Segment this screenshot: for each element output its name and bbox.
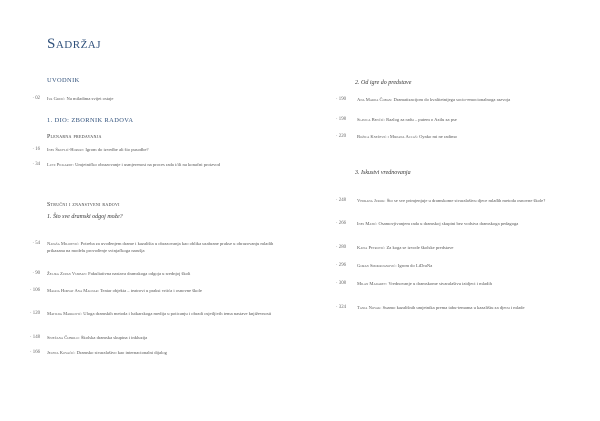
entry-author: Milan Madarev: (357, 281, 388, 286)
entry-author: Tanja Novak: (357, 305, 382, 310)
entry-page: · 248 (336, 198, 346, 203)
entry-page: · 220 (336, 134, 346, 139)
plenary-heading: Plenarna predavanja (47, 134, 102, 140)
entry-page: · 02 (32, 96, 40, 101)
entry-author: Božica Knežević i Mirjana Accaš: (357, 134, 418, 139)
entry-title: Fakultativna nastava dramskoga odgoja u srednjoj školi (88, 271, 191, 276)
entry-page: · 166 (30, 350, 40, 355)
entry-title: Igrom do izvedbe ali što pusodbe? (85, 147, 149, 152)
entry-page: · 148 (30, 335, 40, 340)
entry-title: Igrom do LiDraNa (397, 263, 433, 268)
entry-author: Slavica Benčić: (357, 117, 385, 122)
entry-author: Nataša Milojević: (47, 241, 80, 246)
entry-page: · 308 (336, 281, 346, 286)
entry-title: Na miladima svijet ostaje (66, 96, 114, 101)
entry-title: Oyako mi ne radimo (419, 134, 457, 139)
entry-title: Teatar objekta – teatrovi u praksi vrtića i osnovne škole (100, 288, 202, 293)
entry-author: Matilda Marković: (47, 311, 83, 316)
entry-title: Razlog za radu – putem o Azilu za pse (386, 117, 457, 122)
entry-title: Umjetničko obrazovanje i usmjerenost na proces rada i/ili na konačni proizvod (75, 162, 221, 167)
entry-page: · 190 (336, 97, 346, 102)
entry-title: Osamovjivanjem rada u dramskoj skupini bez vodstva dramskoga pedagoga (378, 221, 519, 226)
expert-subheading: 1. Što sve dramski odgoj može? (47, 214, 123, 220)
entry-author: Magda Horvat Ana Malnar: (47, 288, 99, 293)
entry-title: Dramatizacijom do kvalitetnijega socio-emocionalnoga razvoja (393, 97, 511, 102)
entry-page: · 90 (32, 271, 40, 276)
entry-author: Ines Matić: (357, 221, 378, 226)
entry-title: Što se sve primjenjuje u dramskome stvaralaštvu djece mlađih metoda osnovne škole? (386, 198, 546, 203)
entry-author: Iva Gruić: (47, 96, 66, 101)
entry-author: Snježana Čubrilo: (47, 335, 80, 340)
entry-author: Jelena Kovačić: (47, 350, 76, 355)
entry-author: Vedrana Jurok: (357, 198, 386, 203)
entry-author: Željka Zupan Vurban: (47, 271, 87, 276)
entry-title: Potreba za uvođenjem drame i kazališta u obrazovanja kao oblika uzabrane prakse u obrazovanju mladih prikazana na modelu provođenje svinjačkoga narušja (47, 241, 274, 253)
entry-page: · 54 (32, 241, 40, 246)
expert-heading: Stručni i znanstveni radovi (47, 202, 120, 208)
entry-page: · 296 (336, 263, 346, 268)
entry-page: · 198 (336, 117, 346, 122)
uvodnik-heading: UVODNIK (47, 77, 80, 84)
entry-page: · 120 (30, 311, 40, 316)
entry-title: Uloga dramskih metoda i lutkarskoga medija u poticanju i obradi osjetljivih tema nastave književnosti (83, 311, 272, 316)
entry-page: · 280 (336, 245, 346, 250)
entry-author: Goran Smokrijanović: (357, 263, 397, 268)
entry-title: Školska dramska skupina i inkluzija (80, 335, 148, 340)
entry-page: · 16 (32, 147, 40, 152)
zbornik-heading: 1. DIO: ZBORNIK RADOVA (47, 117, 134, 124)
entry-author: Ana Marija Čoban: (357, 97, 393, 102)
entry-title: Vrednovanje u dramskome stvaralaštvu izidjeci i mladih (388, 281, 492, 286)
page-title: Sadržaj (47, 36, 102, 52)
entry-page: · 266 (336, 221, 346, 226)
entry-author: Lutz Pickardt: (47, 162, 74, 167)
entry-title: Dramsko stvaralaštvo kao internacionalni dijalog (76, 350, 167, 355)
section-3-heading: 3. Iskustvi vrednovanja (355, 170, 411, 176)
entry-title: Suamo kazališnih umjetnika prema tabu-temama u kazalištu za djecu i mlade (382, 305, 525, 310)
entry-author: Katja Petrović: (357, 245, 386, 250)
entry-author: Ines Škuflić-Horvat: (47, 147, 85, 152)
entry-title: Za koga se izvode školske predstave (386, 245, 454, 250)
entry-page: · 324 (336, 305, 346, 310)
entry-page: · 34 (32, 162, 40, 167)
section-2-heading: 2. Od igre do predstave (355, 80, 412, 86)
entry-page: · 106 (30, 288, 40, 293)
